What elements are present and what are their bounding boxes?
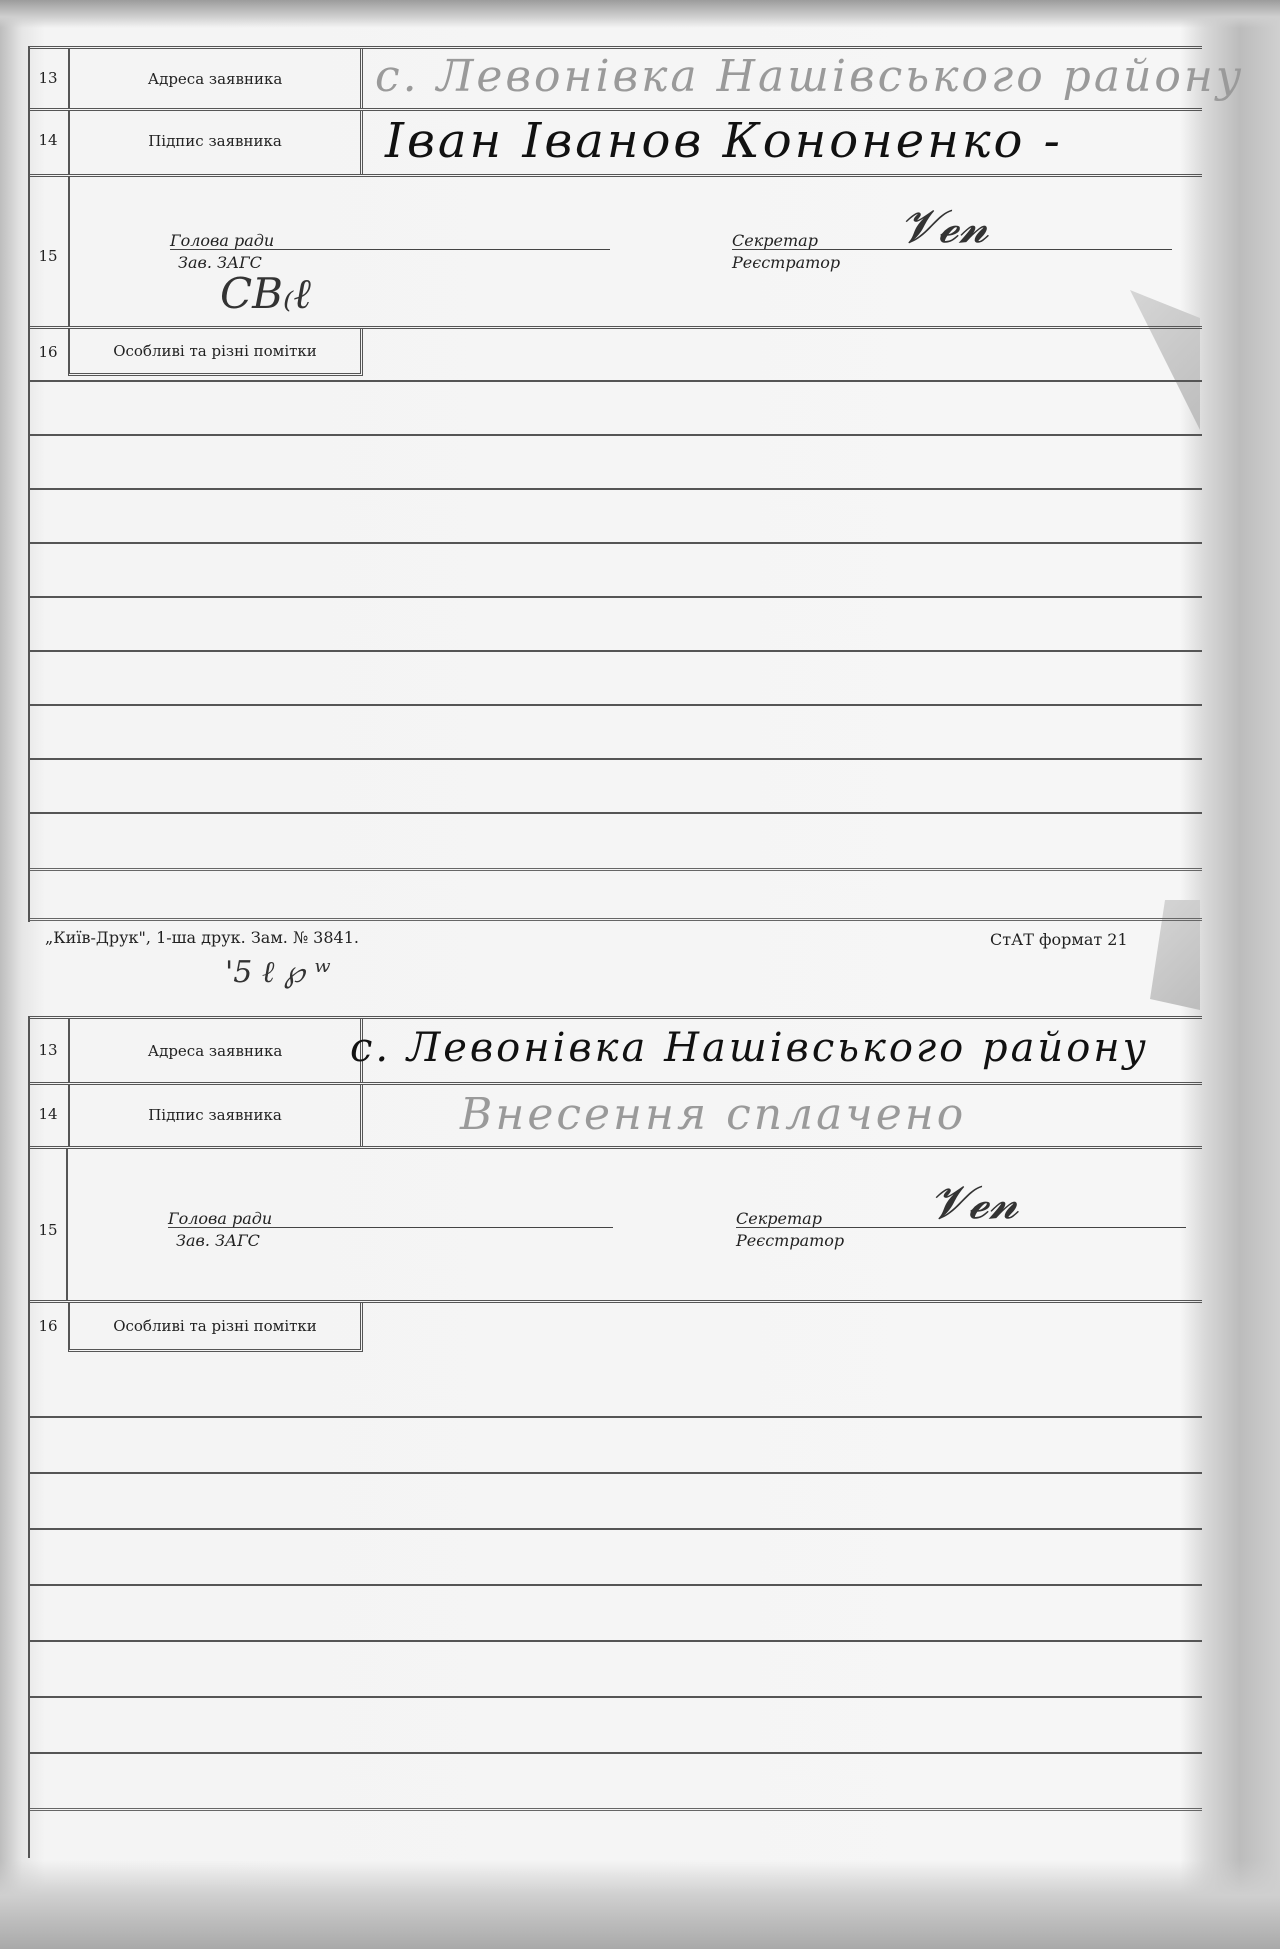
ruled-line [30,704,1202,706]
registrar-label: Реєстратор [736,1231,845,1250]
head-signature: СВ₍ℓ [220,269,311,318]
ruled-line [30,1808,1202,1811]
secretary-label: Секретар [732,231,818,250]
head-label: Голова ради [170,231,275,250]
upper-row-15 [30,174,1202,327]
ruled-line [30,1528,1202,1530]
head-sublabel: Зав. ЗАГС [178,253,262,272]
upper-row-14 [30,108,1202,175]
registrar-label: Реєстратор [732,253,841,272]
upper-row-16 [30,326,1202,373]
row-number: 13 [38,1041,58,1059]
head-sublabel: Зав. ЗАГС [176,1231,260,1250]
signature-label: Підпис заявника [68,111,363,175]
row-number: 15 [38,1221,58,1239]
ruled-line [30,380,1202,382]
upper-form [28,46,1245,922]
ruled-line [30,1416,1202,1418]
row-number: 14 [38,131,58,149]
lower-row-13 [30,1016,1202,1083]
row-number: 16 [38,1317,58,1335]
address-label: Адреса заявника [68,49,363,109]
ruled-line [30,868,1202,871]
lower-form [28,1016,1202,1858]
row-number: 15 [38,247,58,265]
form-format: СтАТ формат 21 [990,930,1128,949]
notes-label: Особливі та різні помітки [68,329,363,376]
address-value: с. Левонівка Нашівського району [350,1025,1149,1071]
ruled-line [30,1696,1202,1698]
secretary-signature: 𝓥𝓮𝓷 [900,199,989,253]
row-number: 13 [38,69,58,87]
ruled-line [30,542,1202,544]
ruled-line [30,1472,1202,1474]
ruled-line [30,434,1202,436]
row-number: 14 [38,1105,58,1123]
ruled-line [30,1752,1202,1754]
ruled-line [30,596,1202,598]
secretary-signature: 𝓥𝓮𝓷 [930,1175,1019,1229]
scan-edge-bottom [0,1860,1280,1949]
lower-row-15 [30,1146,1202,1301]
scan-edge-top [0,0,1280,28]
head-label: Голова ради [168,1209,273,1228]
ruled-line [30,812,1202,814]
lower-row-14 [30,1082,1202,1147]
address-label: Адреса заявника [68,1019,363,1083]
ruled-line [30,650,1202,652]
applicant-signature: Іван Іванов Кононенко - [385,113,1063,169]
ruled-line [30,1584,1202,1586]
form-bottom-border [30,918,1202,921]
secretary-label: Секретар [736,1209,822,1228]
notes-label: Особливі та різні помітки [68,1303,363,1352]
lower-row-16 [30,1300,1202,1349]
ruled-line [30,488,1202,490]
upper-row-13 [30,46,1245,109]
ruled-line [30,758,1202,760]
printer-imprint: „Київ-Друк", 1-ша друк. Зам. № 3841. [45,928,359,947]
address-value: с. Левонівка Нашівського району [375,51,1245,102]
margin-scribble: '5 ℓ ℘ ʷ [225,955,331,990]
applicant-note: Внесення сплачено [460,1089,967,1140]
signature-label: Підпис заявника [68,1085,363,1147]
row-number: 16 [38,343,58,361]
ruled-line [30,1640,1202,1642]
